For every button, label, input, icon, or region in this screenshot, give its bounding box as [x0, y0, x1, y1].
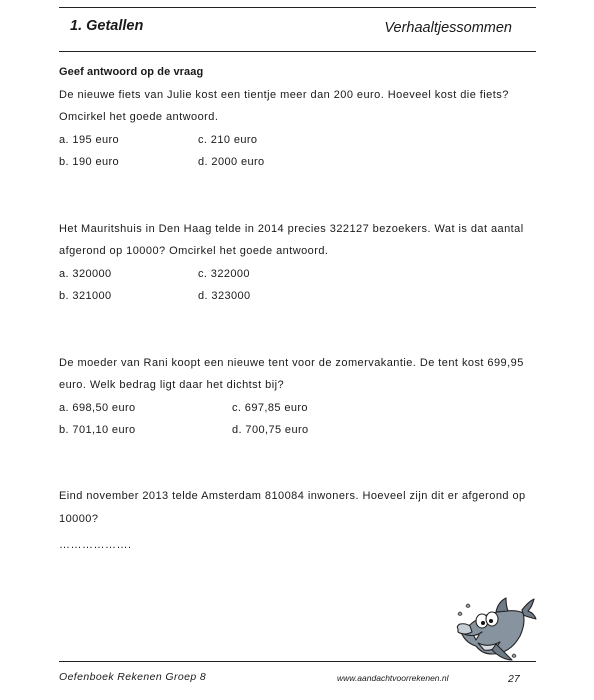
question-4-line-2: 10000? — [59, 513, 99, 525]
question-3-line-2: euro. Welk bedrag ligt daar het dichtst bij? — [59, 379, 285, 391]
question-3-option-a[interactable]: a. 698,50 euro — [59, 402, 136, 414]
question-3-option-d[interactable]: d. 700,75 euro — [232, 424, 309, 436]
page-number: 27 — [508, 673, 520, 685]
header-bottom-rule — [59, 51, 536, 52]
footer-rule — [59, 661, 536, 662]
question-2-option-a[interactable]: a. 320000 — [59, 268, 112, 280]
question-3-option-b[interactable]: b. 701,10 euro — [59, 424, 136, 436]
dolphin-mascot-icon — [452, 596, 538, 666]
question-1-option-b[interactable]: b. 190 euro — [59, 156, 120, 168]
book-title: Oefenboek Rekenen Groep 8 — [59, 671, 207, 683]
question-3-option-c[interactable]: c. 697,85 euro — [232, 402, 308, 414]
question-1-option-a[interactable]: a. 195 euro — [59, 134, 120, 146]
question-2-option-c[interactable]: c. 322000 — [198, 268, 250, 280]
topic-title: Verhaaltjessommen — [384, 20, 512, 36]
question-1-option-d[interactable]: d. 2000 euro — [198, 156, 265, 168]
website-link[interactable]: www.aandachtvoorrekenen.nl — [337, 673, 449, 683]
question-2-option-b[interactable]: b. 321000 — [59, 290, 112, 302]
question-2-option-d[interactable]: d. 323000 — [198, 290, 251, 302]
question-1-option-c[interactable]: c. 210 euro — [198, 134, 258, 146]
question-2-line-1: Het Mauritshuis in Den Haag telde in 2014 precies 322127 bezoekers. Wat is dat aantal — [59, 223, 524, 235]
chapter-title: 1. Getallen — [70, 18, 144, 34]
question-3-line-1: De moeder van Rani koopt een nieuwe tent voor de zomervakantie. De tent kost 699,95 — [59, 357, 524, 369]
header-top-rule — [59, 7, 536, 8]
question-4-line-1: Eind november 2013 telde Amsterdam 810084 inwoners. Hoeveel zijn dit er afgerond op — [59, 490, 526, 502]
section-title: Geef antwoord op de vraag — [59, 66, 204, 78]
question-1-line-2: Omcirkel het goede antwoord. — [59, 111, 219, 123]
question-2-line-2: afgerond op 10000? Omcirkel het goede antwoord. — [59, 245, 329, 257]
question-1-line-1: De nieuwe fiets van Julie kost een tientje meer dan 200 euro. Hoeveel kost die fiets? — [59, 89, 509, 101]
answer-blank[interactable]: ………………. — [59, 539, 132, 551]
